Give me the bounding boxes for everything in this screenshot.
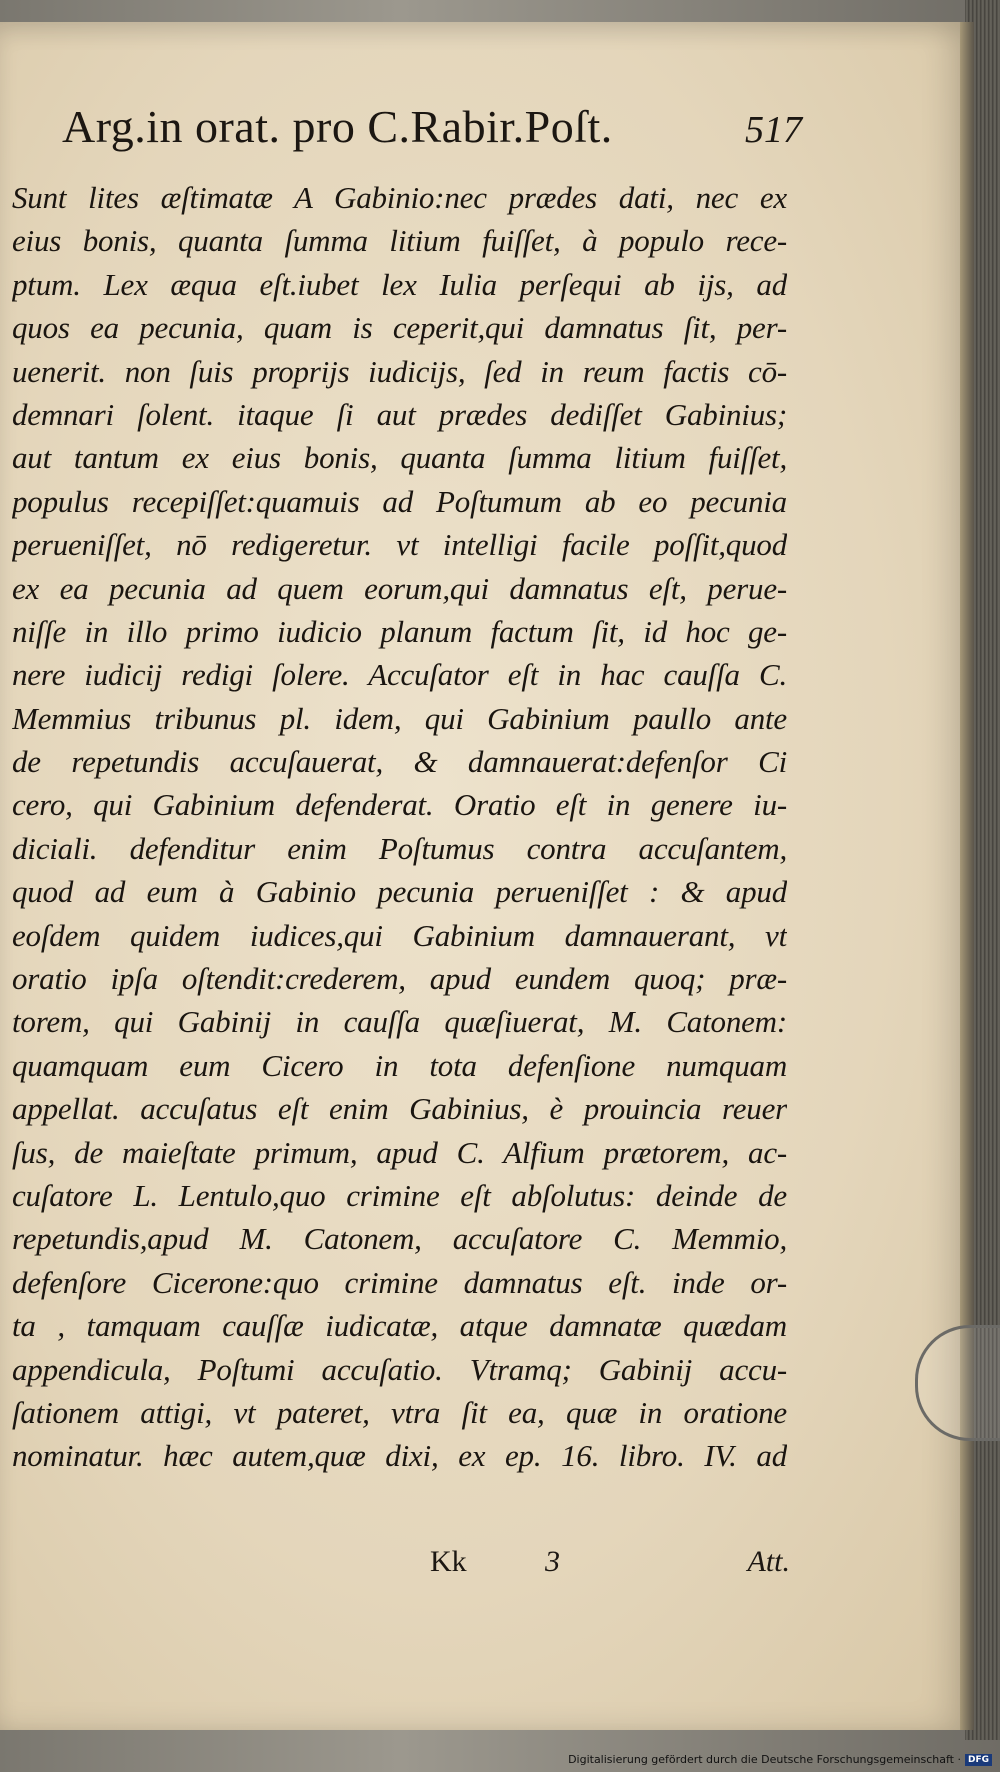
signature-number: 3 [545,1545,560,1578]
text-line: quamquam eum Cicero in tota defenſione numquam [12,1047,787,1083]
text-line: Memmius tribunus pl. idem, qui Gabinium paullo ante [12,700,787,736]
text-line: ſationem attigi, vt pateret, vtra ſit ea, quæ in oratione [12,1394,787,1430]
text-line: aut tantum ex eius bonis, quanta ſumma litium fuiſſet, [12,440,787,476]
text-line: torem, qui Gabinij in cauſſa quæſiuerat, M. Catonem: [12,1004,787,1040]
catchword: Att. [747,1545,790,1578]
text-line: cero, qui Gabinium defenderat. Oratio eſt in genere iu- [12,787,787,823]
digitization-credit [568,1753,992,1766]
text-line: ex ea pecunia ad quem eorum,qui damnatus eſt, perue- [12,570,787,606]
text-line: ptum. Lex æqua eſt.iubet lex Iulia perſequi ab ijs, ad [12,266,787,302]
text-line: appellat. accuſatus eſt enim Gabinius, è prouincia reuer [12,1091,787,1127]
text-line: nere iudicij redigi ſolere. Accuſator eſt in hac cauſſa C. [12,657,787,693]
text-line: populus recepiſſet:quamuis ad Poſtumum ab eo pecunia [12,483,787,519]
signature-line [430,1545,790,1595]
text-line: diciali. defenditur enim Poſtumus contra accuſantem, [12,830,787,866]
credit-text: Digitalisierung gefördert durch die Deutsche Forschungsgemeinschaft · [568,1753,961,1766]
text-line: quos ea pecunia, quam is ceperit,qui damnatus ſit, per- [12,310,787,346]
text-line: perueniſſet, nō redigeretur. vt intelligi facile poſſit,quod [12,527,787,563]
text-line: appendicula, Poſtumi accuſatio. Vtramq; Gabinij accu- [12,1351,787,1387]
page-edge-shadow [960,22,974,1730]
page-number: 517 [745,109,802,151]
body-text [12,176,787,1478]
text-line: oratio ipſa oſtendit:crederem, apud eundem quoq; præ- [12,961,787,997]
text-line: nominatur. hæc autem,quæ dixi, ex ep. 16. libro. IV. ad [12,1438,787,1474]
text-line: defenſore Cicerone:quo crimine damnatus eſt. inde or- [12,1264,787,1300]
running-title: Arg.in orat. pro C.Rabir.Poſt. [62,101,613,152]
signature-mark: Kk [430,1545,467,1578]
text-line: eius bonis, quanta ſumma litium fuiſſet, à populo rece- [12,223,787,259]
text-line: ta , tamquam cauſſæ iudicatæ, atque damnatæ quædam [12,1308,787,1344]
text-line: niſſe in illo primo iudicio planum factum ſit, id hoc ge- [12,613,787,649]
text-line: eoſdem quidem iudices,qui Gabinium damnauerant, vt [12,917,787,953]
dfg-logo: DFG [965,1754,992,1766]
text-line: Sunt lites æſtimatæ A Gabinio:nec prædes dati, nec ex [12,180,787,215]
text-line: quod ad eum à Gabinio pecunia perueniſſet : & apud [12,874,787,910]
text-line: ſus, de maieſtate primum, apud C. Alfium prætorem, ac- [12,1134,787,1170]
text-line: repetundis,apud M. Catonem, accuſatore C. Memmio, [12,1221,787,1257]
text-line: demnari ſolent. itaque ſi aut prædes dediſſet Gabinius; [12,396,787,432]
running-head [62,100,802,170]
text-line: uenerit. non ſuis proprijs iudicijs, ſed in reum factis cō- [12,353,787,389]
text-line: cuſatore L. Lentulo,quo crimine eſt abſolutus: deinde de [12,1177,787,1213]
text-line: de repetundis accuſauerat, & damnauerat:defenſor Ci [12,744,787,780]
